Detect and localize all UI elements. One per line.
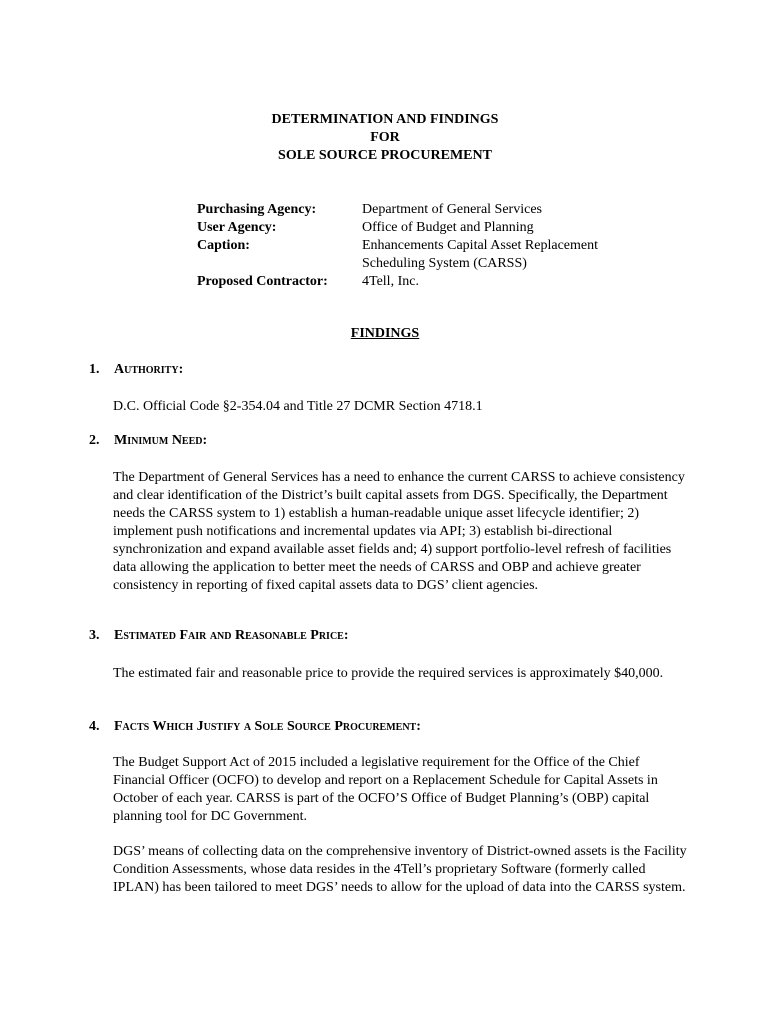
section-4-paragraph-1: The Budget Support Act of 2015 included a legislative requirement for the Office of the Chief Financial Officer (OCFO) to develop and report on a Replacement Schedule for Capital Assets in October of each year. CARSS is part of the OCFO’S Office of Budget Planning’s (OBP) capital planning tool for DC Government.	[113, 755, 658, 824]
findings-heading: FINDINGS	[350, 326, 420, 341]
section-4-number: 4.	[89, 719, 100, 734]
doc-title-line-1: DETERMINATION AND FINDINGS	[271, 112, 499, 127]
section-3-heading	[89, 628, 349, 644]
section-2-paragraph: The Department of General Services has a need to enhance the current CARSS to achieve consistency and clear identification of the District’s built capital assets from DGS. Specifically, the Department needs the CARSS system to 1) establish a human-readable unique asset lifecycle identifier; 2) implement push notifications and incremental updates via API; 3) establish bi-directional synchronization and expand available asset fields and; 4) support portfolio-level refresh of facilities data allowing the application to better meet the needs of CARSS and OBP and achieve greater consistency in reporting of fixed capital assets data to DGS’ client agencies.	[113, 470, 685, 593]
user-agency-value: Office of Budget and Planning	[362, 220, 534, 235]
user-agency-label: User Agency:	[197, 220, 277, 235]
caption-value	[362, 237, 652, 273]
contractor-value: 4Tell, Inc.	[362, 274, 419, 289]
procurement-meta-table	[197, 201, 652, 291]
section-4-title: Facts Which Justify a Sole Source Procurement:	[114, 719, 421, 734]
caption-label: Caption:	[197, 238, 250, 253]
section-4-paragraph-2: DGS’ means of collecting data on the comprehensive inventory of District-owned assets is the Facility Condition Assessments, whose data resides in the 4Tell’s proprietary Software (formerly called IPLAN) has been tailored to meet DGS’ needs to allow for the upload of data into the CARSS system.	[113, 844, 687, 895]
meta-row-user-agency	[197, 219, 652, 237]
section-3-paragraph: The estimated fair and reasonable price to provide the required services is approximately $40,000.	[113, 666, 664, 681]
section-2-title: Minimum Need:	[114, 433, 208, 448]
section-1-heading	[89, 362, 183, 378]
meta-row-caption	[197, 237, 652, 273]
section-2-number: 2.	[89, 433, 100, 448]
purchasing-agency-label: Purchasing Agency:	[197, 202, 317, 217]
section-4-heading	[89, 719, 421, 735]
section-2-heading	[89, 433, 207, 449]
section-1-number: 1.	[89, 362, 100, 377]
meta-row-contractor	[197, 273, 652, 291]
caption-value-line-1: Enhancements Capital Asset Replacement	[362, 238, 598, 253]
purchasing-agency-value: Department of General Services	[362, 202, 542, 217]
section-3-title: Estimated Fair and Reasonable Price:	[114, 628, 349, 643]
contractor-label: Proposed Contractor:	[197, 274, 328, 289]
section-3-number: 3.	[89, 628, 100, 643]
doc-title-line-2: FOR	[370, 130, 400, 145]
section-1-paragraph: D.C. Official Code §2-354.04 and Title 27 DCMR Section 4718.1	[113, 399, 483, 414]
doc-title-line-3: SOLE SOURCE PROCUREMENT	[278, 148, 492, 163]
meta-row-purchasing-agency	[197, 201, 652, 219]
caption-value-line-2: Scheduling System (CARSS)	[362, 256, 527, 271]
section-1-title: Authority:	[114, 362, 184, 377]
